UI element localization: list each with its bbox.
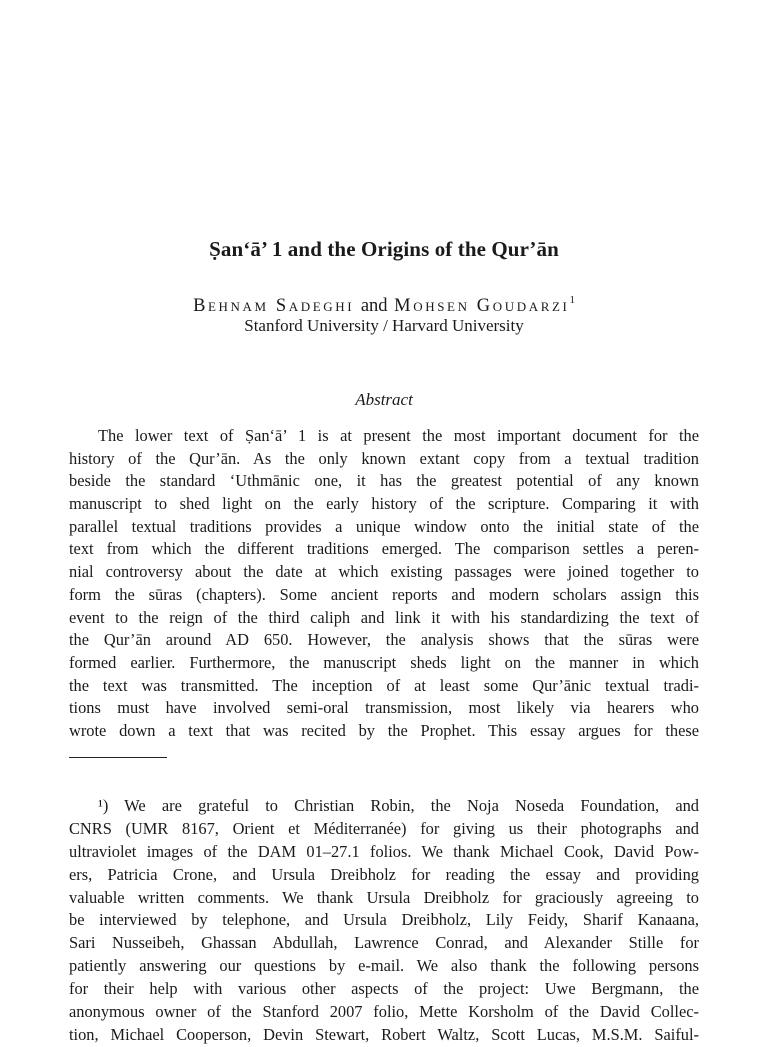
abstract-line: tions must have involved semi-oral transmission, most likely via hearers who bbox=[69, 698, 699, 718]
abstract-line: The lower text of Ṣan‘ā’ 1 is at present the most important document for the bbox=[98, 426, 699, 445]
abstract-body bbox=[69, 425, 699, 743]
footnote-line: be interviewed by telephone, and Ursula Dreibholz, Lily Feidy, Sharif Kanaana, bbox=[69, 910, 699, 930]
footnote-line: for their help with various other aspects of the project: Uwe Bergmann, the bbox=[69, 979, 699, 999]
footnote-body bbox=[69, 795, 699, 1047]
footnote-line: CNRS (UMR 8167, Orient et Méditerranée) for giving us their photographs and bbox=[69, 818, 699, 838]
abstract-line: the text was transmitted. The inception of at least some Qur’ānic textual tradi- bbox=[69, 675, 699, 695]
abstract-line: history of the Qur’ān. As the only known extant copy from a textual tradition bbox=[69, 448, 699, 468]
footnote-line: ers, Patricia Crone, and Ursula Dreibholz for reading the essay and providing bbox=[69, 864, 699, 884]
abstract-line: event to the reign of the third caliph and link it with his standardizing the text of bbox=[69, 607, 699, 627]
footnote-line: anonymous owner of the Stanford 2007 folio, Mette Korsholm of the David Collec- bbox=[69, 1002, 699, 1022]
abstract-line: text from which the different traditions emerged. The comparison settles a peren- bbox=[69, 539, 699, 559]
abstract-line: manuscript to shed light on the early history of the scripture. Comparing it with bbox=[69, 494, 699, 514]
footnote-line: tion, Michael Cooperson, Devin Stewart, Robert Waltz, Scott Lucas, M.S.M. Saiful- bbox=[69, 1024, 699, 1044]
affiliation: Stanford University / Harvard University bbox=[244, 316, 524, 335]
abstract-heading: Abstract bbox=[355, 390, 413, 409]
footnote-rule bbox=[69, 757, 167, 758]
footnote-line: Sari Nusseibeh, Ghassan Abdullah, Lawrence Conrad, and Alexander Stille for bbox=[69, 933, 699, 953]
author-name: Behnam Sadeghi bbox=[193, 296, 355, 316]
author-name: Mohsen Goudarzi bbox=[394, 296, 570, 316]
footnote-line: valuable written comments. We thank Ursula Dreibholz for graciously agreeing to bbox=[69, 887, 699, 907]
abstract-line: the Qur’ān around AD 650. However, the analysis shows that the sūras were bbox=[69, 630, 699, 650]
footnote-marker: 1 bbox=[569, 294, 575, 306]
abstract-line: form the sūras (chapters). Some ancient reports and modern scholars assign this bbox=[69, 584, 699, 604]
abstract-line: wrote down a text that was recited by the Prophet. This essay argues for these bbox=[69, 720, 699, 740]
abstract-line: parallel textual traditions provides a unique window onto the initial state of the bbox=[69, 516, 699, 536]
footnote-line: ultraviolet images of the DAM 01–27.1 folios. We thank Michael Cook, David Pow- bbox=[69, 841, 699, 861]
author-conjunction: and bbox=[360, 296, 388, 316]
footnote-line: patiently answering our questions by e-mail. We also thank the following persons bbox=[69, 956, 699, 976]
abstract-line: beside the standard ‘Uthmānic one, it has the greatest potential of any known bbox=[69, 471, 699, 491]
abstract-line: formed earlier. Furthermore, the manuscript sheds light on the manner in which bbox=[69, 652, 699, 672]
footnote-line: ¹) We are grateful to Christian Robin, the Noja Noseda Foundation, and bbox=[98, 796, 699, 815]
paper-title: Ṣan‘ā’ 1 and the Origins of the Qur’ān bbox=[209, 237, 559, 261]
abstract-line: nial controversy about the date at which existing passages were joined together to bbox=[69, 562, 699, 582]
